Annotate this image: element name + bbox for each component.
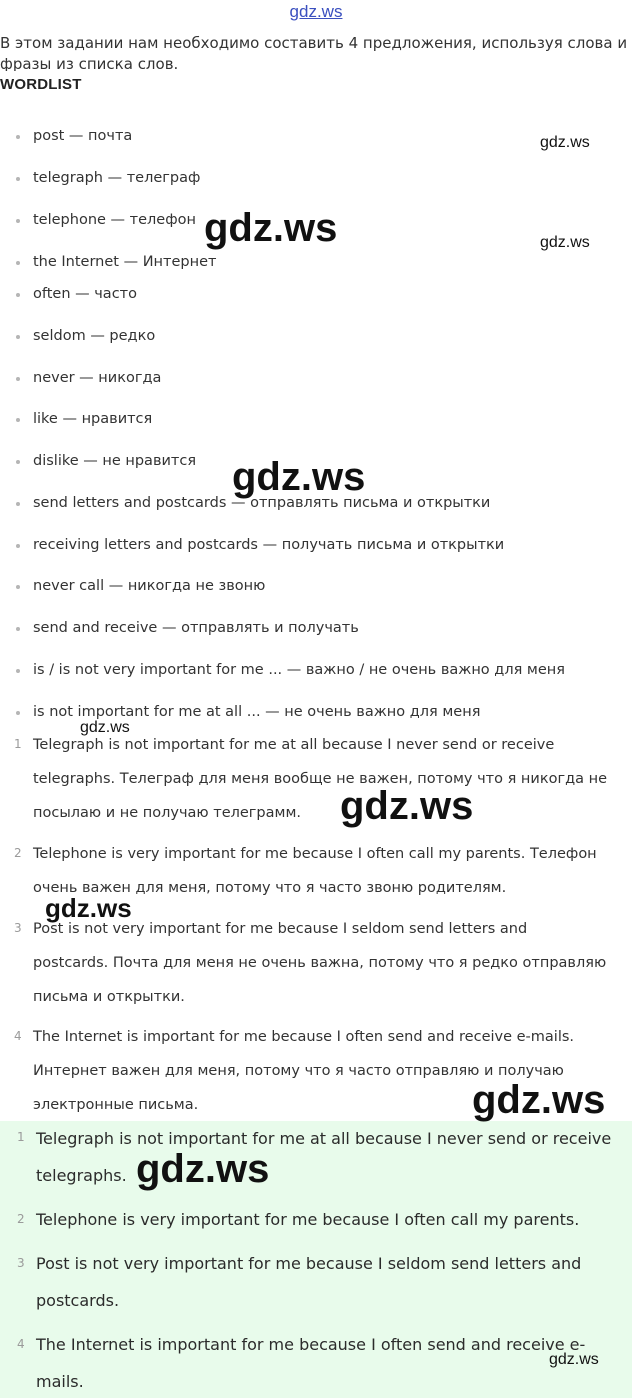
bullet-icon <box>16 293 20 297</box>
watermark-text: gdz.ws <box>204 206 338 250</box>
bullet-icon <box>16 219 20 223</box>
list-item <box>0 252 632 276</box>
answer-line: telegraphs. Телеграф для меня вообще не важен, потому что я никогда не <box>33 771 607 787</box>
answer-number: 3 <box>14 921 22 935</box>
bullet-icon <box>16 669 20 673</box>
watermark-text: gdz.ws <box>549 1351 599 1368</box>
watermark-text: gdz.ws <box>232 455 366 499</box>
green-answer-1 <box>36 1120 630 1194</box>
bullet-icon <box>16 335 20 339</box>
answer-line: postcards. <box>36 1291 120 1310</box>
answer-line: Post is not very important for me because I seldom send letters and <box>33 921 528 937</box>
wordlist-entry: post — почта <box>33 128 133 144</box>
intro-text <box>0 33 632 71</box>
answer-1 <box>33 728 628 830</box>
bullet-icon <box>16 711 20 715</box>
wordlist-entry: is / is not very important for me ... — важно / не очень важно для меня <box>33 662 565 678</box>
wordlist-entry: seldom — редко <box>33 328 156 344</box>
answer-number: 1 <box>14 737 22 751</box>
answer-line: очень важен для меня, потому что я часто звоню родителям. <box>33 880 507 896</box>
answer-line: Telegraph is not important for me at all because I never send or receive <box>33 737 555 753</box>
watermark-text: gdz.ws <box>540 234 590 251</box>
watermark-text: gdz.ws <box>136 1147 270 1191</box>
watermark-text: gdz.ws <box>540 134 590 151</box>
answer-line: mails. <box>36 1372 84 1391</box>
list-item <box>0 660 632 684</box>
answer-line: посылаю и не получаю телеграмм. <box>33 805 302 821</box>
answer-line: письма и открытки. <box>33 989 185 1005</box>
watermark-text: gdz.ws <box>80 719 130 736</box>
green-answer-2 <box>36 1201 630 1238</box>
answer-number: 4 <box>14 1029 22 1043</box>
green-answer-3 <box>36 1245 630 1319</box>
answer-number: 1 <box>17 1130 25 1144</box>
bullet-icon <box>16 585 20 589</box>
wordlist-entry: like — нравится <box>33 411 153 427</box>
bullet-icon <box>16 261 20 265</box>
list-item <box>0 284 632 308</box>
answer-line: электронные письма. <box>33 1097 199 1113</box>
wordlist-entry: is not important for me at all ... — не очень важно для меня <box>33 704 481 720</box>
bullet-icon <box>16 544 20 548</box>
wordlist-entry: receiving letters and postcards — получать письма и открытки <box>33 537 505 553</box>
watermark-text: gdz.ws <box>340 784 474 828</box>
bullet-icon <box>16 135 20 139</box>
list-item <box>0 409 632 433</box>
bullet-icon <box>16 627 20 631</box>
answer-line: postcards. Почта для меня не очень важна, потому что я редко отправляю <box>33 955 607 971</box>
bullet-icon <box>16 502 20 506</box>
answer-line: Post is not very important for me because I seldom send letters and <box>36 1254 582 1273</box>
watermark-text: gdz.ws <box>472 1078 606 1122</box>
wordlist-entry: dislike — не нравится <box>33 453 197 469</box>
answer-number: 2 <box>17 1212 25 1226</box>
answer-line: telegraphs. <box>36 1166 127 1185</box>
answer-line: The Internet is important for me because I often send and receive e- <box>36 1335 586 1354</box>
watermark-top-link[interactable]: gdz.ws <box>289 2 343 21</box>
wordlist-entry: the Internet — Интернет <box>33 254 217 270</box>
watermark-text: gdz.ws <box>45 893 132 923</box>
wordlist-entry: often — часто <box>33 286 137 302</box>
list-item <box>0 618 632 642</box>
answer-3 <box>33 912 628 1014</box>
answer-line: Telephone is very important for me because I often call my parents. Телефон <box>33 846 597 862</box>
bullet-icon <box>16 460 20 464</box>
wordlist-heading: WORDLIST <box>0 76 82 93</box>
bullet-icon <box>16 177 20 181</box>
answer-line: Telegraph is not important for me at all because I never send or receive <box>36 1129 612 1148</box>
answer-number: 3 <box>17 1256 25 1270</box>
list-item <box>0 535 632 559</box>
answer-line: Интернет важен для меня, потому что я часто отправляю и получаю <box>33 1063 564 1079</box>
intro-line-1: В этом задании нам необходимо составить 4 предложения, используя слова и <box>0 34 628 52</box>
wordlist-entry: never — никогда <box>33 370 162 386</box>
list-item <box>0 326 632 350</box>
intro-line-2: фразы из списка слов. <box>0 55 179 71</box>
wordlist-entry: never call — никогда не звоню <box>33 578 266 594</box>
answer-line: Telephone is very important for me because I often call my parents. <box>36 1210 580 1229</box>
bullet-icon <box>16 377 20 381</box>
wordlist-entry: telegraph — телеграф <box>33 170 201 186</box>
green-answer-4 <box>36 1326 630 1400</box>
list-item <box>0 126 632 150</box>
answer-number: 4 <box>17 1337 25 1351</box>
wordlist-entry: send letters and postcards — отправлять письма и открытки <box>33 495 491 511</box>
list-item <box>0 368 632 392</box>
list-item <box>0 576 632 600</box>
answer-line: The Internet is important for me because I often send and receive e-mails. <box>33 1029 575 1045</box>
answer-number: 2 <box>14 846 22 860</box>
list-item <box>0 168 632 192</box>
bullet-icon <box>16 418 20 422</box>
wordlist-entry: telephone — телефон <box>33 212 196 228</box>
wordlist-entry: send and receive — отправлять и получать <box>33 620 359 636</box>
